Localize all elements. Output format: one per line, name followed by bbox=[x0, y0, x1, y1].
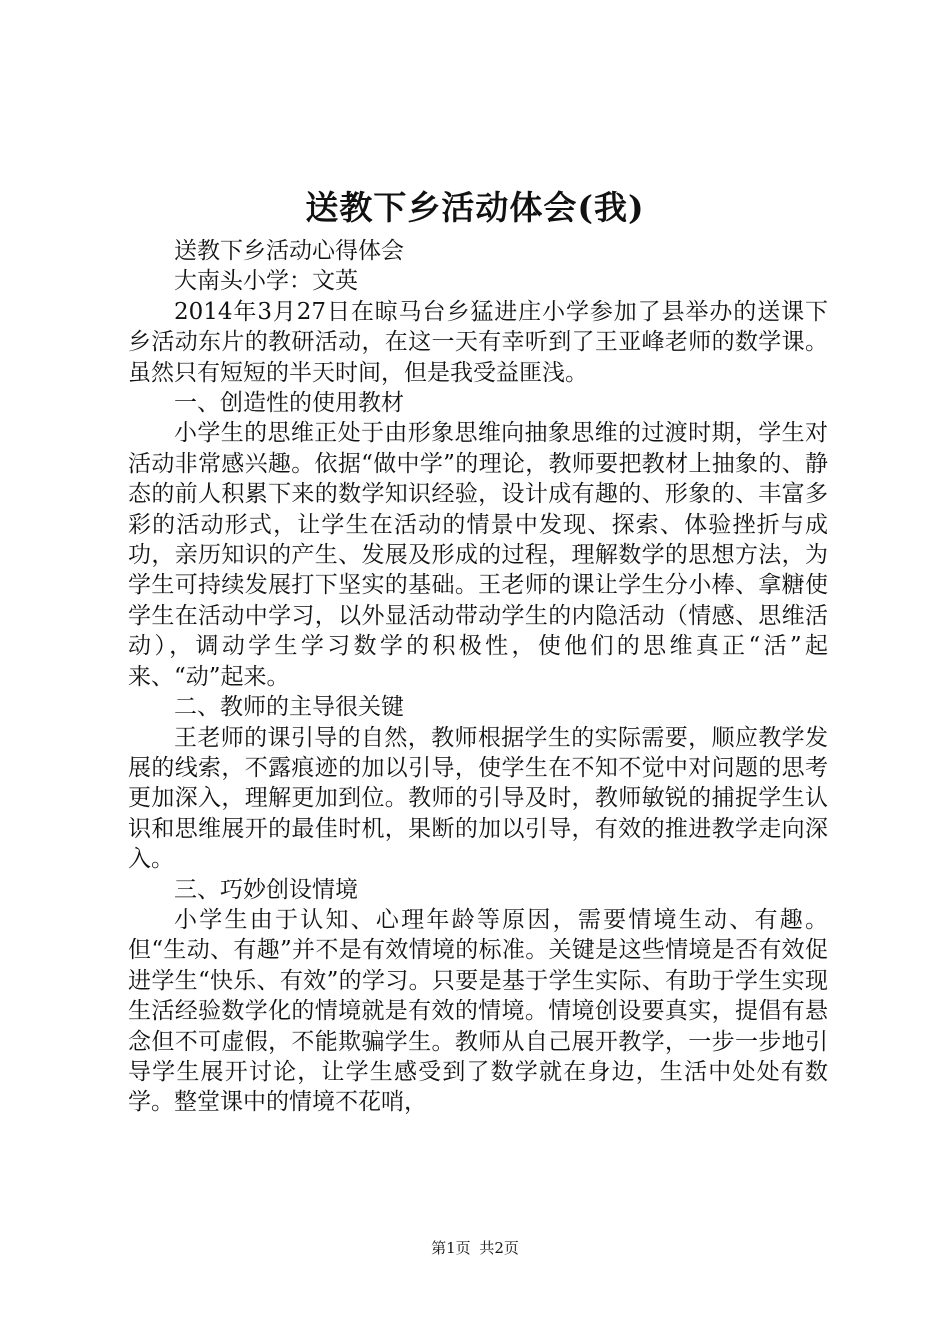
author-line: 大南头小学：文英 bbox=[174, 268, 358, 295]
paragraph-section-1: 小学生的思维正处于由形象思维向抽象思维的过渡时期，学生对活动非常感兴趣。依据“做中学”的理论，教师要把教材上抽象的、静态的前人积累下来的数学知识经验，设计成有趣的、形象的、丰富多彩的活动形式，让学生在活动的情景中发现、探索、体验挫折与成功，亲历知识的产生、发展及形成的过程，理解数学的思想方法，为学生可持续发展打下坚实的基础。王老师的课让学生分小棒、拿糖使学生在活动中学习，以外显活动带动学生的内隐活动（情感、思维活动），调动学生学习数学的积极性，使他们的思维真正“活”起来、“动”起来。 bbox=[128, 420, 828, 690]
section-heading-1: 一、创造性的使用教材 bbox=[174, 390, 404, 417]
document-title: 送教下乡活动体会(我) bbox=[305, 188, 645, 227]
page-footer bbox=[0, 1238, 950, 1258]
paragraph-section-2: 王老师的课引导的自然，教师根据学生的实际需要，顺应教学发展的线索，不露痕迹的加以引导，使学生在不知不觉中对问题的思考更加深入，理解更加到位。教师的引导及时，教师敏锐的捕捉学生认识和思维展开的最佳时机，果断的加以引导，有效的推进教学走向深入。 bbox=[128, 724, 828, 873]
section-heading-3: 三、巧妙创设情境 bbox=[174, 876, 358, 903]
paragraph-intro: 2014年3月27日在晾马台乡猛进庄小学参加了县举办的送课下乡活动东片的教研活动，在这一天有幸听到了王亚峰老师的数学课。虽然只有短短的半天时间，但是我受益匪浅。 bbox=[128, 298, 828, 386]
page-total: 共2页 bbox=[479, 1239, 519, 1257]
subtitle: 送教下乡活动心得体会 bbox=[174, 238, 404, 264]
page-number: 第1页 bbox=[431, 1239, 471, 1257]
document-body bbox=[128, 236, 828, 1118]
section-heading-2: 二、教师的主导很关键 bbox=[174, 694, 404, 721]
paragraph-section-3: 小学生由于认知、心理年龄等原因，需要情境生动、有趣。但“生动、有趣”并不是有效情境的标准。关键是这些情境是否有效促进学生“快乐、有效”的学习。只要是基于学生实际、有助于学生实现生活经验数学化的情境就是有效的情境。情境创设要真实，提倡有悬念但不可虚假，不能欺骗学生。教师从自己展开教学，一步一步地引导学生展开讨论，让学生感受到了数学就在身边，生活中处处有数学。整堂课中的情境不花哨， bbox=[128, 906, 828, 1116]
